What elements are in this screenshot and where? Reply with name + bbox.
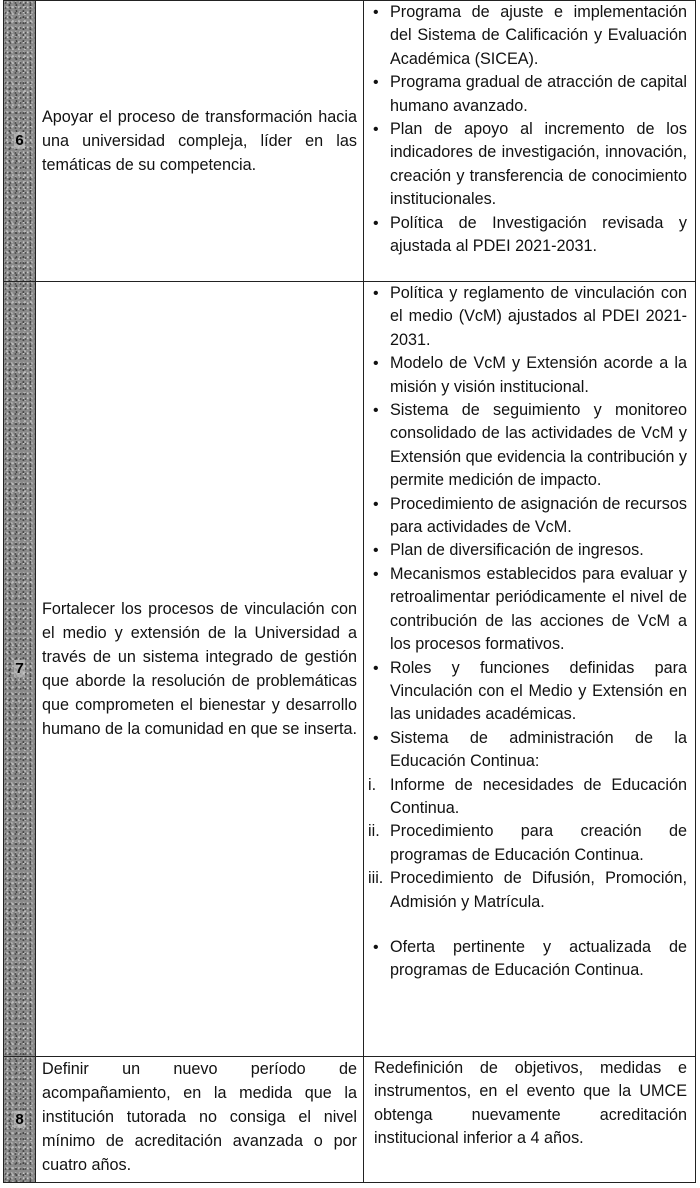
objectives-table [3,0,696,1183]
list-item: • Modelo de VcM y Extensión acorde a la misión y visión institucional. [368,352,687,399]
sub-item-text: Informe de necesidades de Educación Continua. [390,775,687,817]
results-cell [364,1057,696,1183]
objective-cell [36,1,364,282]
result-text: Redefinición de objetivos, medidas e instrumentos, en el evento que la UMCE obtenga nuevamente acreditación institucional inferior a 4 años. [374,1059,687,1148]
list-item: • Plan de apoyo al incremento de los indicadores de investigación, innovación, creación y transferencia de conocimiento institucionales. [368,118,687,212]
objective-cell [36,282,364,1057]
objective-text: Apoyar el proceso de transformación hacia una universidad compleja, líder en las temáticas de su competencia. [42,108,357,174]
table-row-7 [4,282,696,1057]
list-item: • Programa gradual de atracción de capital humano avanzado. [368,71,687,118]
objective-text: Definir un nuevo período de acompañamiento, en la medida que la institución tutorada no consiga el nivel mínimo de acreditación avanzada o por cuatro años. [42,1060,357,1174]
results-list [368,1,687,258]
sub-item-numeral: iii. [368,869,384,888]
objective-text: Fortalecer los procesos de vinculación con el medio y extensión de la Universidad a través de un sistema integrado de gestión que aborde la resolución de problemáticas que comprometen el bienestar y desarrollo humano de la comunidad en que se inserta. [42,600,357,738]
list-item: • Roles y funciones definidas para Vinculación con el Medio y Extensión en las unidades académicas. [368,657,687,727]
list-item: • Política y reglamento de vinculación con el medio (VcM) ajustados al PDEI 2021-2031. [368,282,687,352]
list-item: • Sistema de seguimiento y monitoreo consolidado de las actividades de VcM y Extensión que evidencia la contribución y permite medición de impacto. [368,399,687,493]
row-number: 6 [15,132,24,149]
list-item: • Oferta pertinente y actualizada de programas de Educación Continua. [368,936,687,983]
table-row-8 [4,1057,696,1183]
list-item: • Sistema de administración de la Educación Continua: [368,727,687,774]
sub-item-numeral: ii. [368,822,380,841]
final-results-list [368,936,687,983]
sub-item-text: Procedimiento de Difusión, Promoción, Admisión y Matrícula. [390,869,687,911]
results-cell [364,1,696,282]
sub-item [368,820,687,867]
sub-item [368,774,687,821]
list-item: • Plan de diversificación de ingresos. [368,539,687,562]
sub-item-numeral: i. [368,775,377,794]
row-number: 8 [15,1110,24,1128]
row-number: 7 [15,660,24,677]
row-number-cell [4,1,36,282]
objective-cell [36,1057,364,1183]
row-number-cell [4,1057,36,1183]
row-number-cell [4,282,36,1057]
table-row-6 [4,1,696,282]
results-list [368,282,687,774]
sub-items-list [368,774,687,914]
results-cell [364,282,696,1057]
list-item: • Programa de ajuste e implementación del Sistema de Calificación y Evaluación Académica (SICEA). [368,1,687,71]
sub-item-text: Procedimiento para creación de programas de Educación Continua. [390,822,687,864]
sub-item [368,867,687,914]
list-item: • Mecanismos establecidos para evaluar y retroalimentar periódicamente el nivel de contribución de las acciones de VcM a los procesos formativos. [368,563,687,657]
list-item: • Política de Investigación revisada y ajustada al PDEI 2021-2031. [368,212,687,259]
list-item: • Procedimiento de asignación de recursos para actividades de VcM. [368,493,687,540]
